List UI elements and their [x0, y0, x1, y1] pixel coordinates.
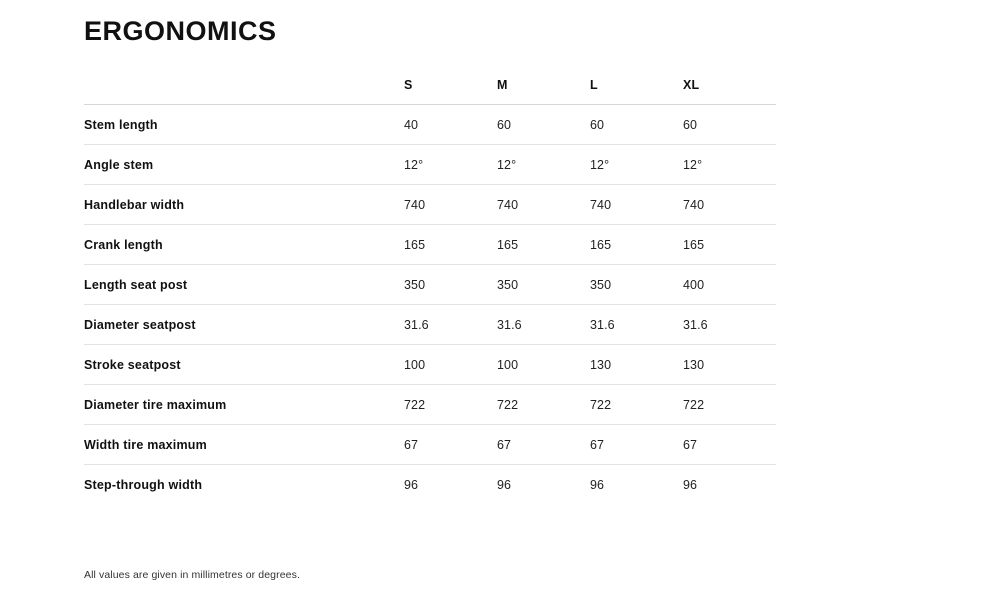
cell-s: 740 [404, 185, 497, 225]
table-row [84, 265, 776, 305]
cell-m: 165 [497, 225, 590, 265]
cell-xl: 740 [683, 185, 776, 225]
row-label: Length seat post [84, 265, 404, 305]
column-header-s: S [404, 78, 497, 105]
cell-l: 165 [590, 225, 683, 265]
table-row [84, 465, 776, 505]
units-footnote: All values are given in millimetres or degrees. [84, 569, 300, 581]
cell-xl: 60 [683, 105, 776, 145]
row-label: Step-through width [84, 478, 203, 492]
column-header-l: L [590, 78, 683, 105]
cell-l: 130 [590, 345, 683, 385]
row-label: Stem length [84, 105, 404, 145]
column-header-m: M [497, 78, 590, 105]
cell-xl: 67 [683, 425, 776, 465]
cell-m: 31.6 [497, 305, 590, 345]
cell-l: 740 [590, 185, 683, 225]
spec-table-container [84, 78, 776, 504]
page-title: ERGONOMICS [84, 16, 277, 46]
cell-m: 350 [497, 265, 590, 305]
table-row [84, 305, 776, 345]
cell-s: 31.6 [404, 305, 497, 345]
row-label: Stroke seatpost [84, 345, 404, 385]
column-header-xl: XL [683, 78, 776, 105]
cell-m: 740 [497, 185, 590, 225]
table-row [84, 425, 776, 465]
cell-m: 60 [497, 105, 590, 145]
cell-xl: 722 [683, 385, 776, 425]
row-label: Diameter tire maximum [84, 385, 404, 425]
table-row [84, 225, 776, 265]
cell-s: 67 [404, 425, 497, 465]
cell-s: 100 [404, 345, 497, 385]
cell-xl: 165 [683, 225, 776, 265]
cell-l: 60 [590, 105, 683, 145]
cell-s: 722 [404, 385, 497, 425]
cell-s: 40 [404, 105, 497, 145]
table-row [84, 385, 776, 425]
table-body [84, 105, 776, 505]
cell-xl: 400 [683, 265, 776, 305]
cell-s: 165 [404, 225, 497, 265]
cell-xl: 96 [683, 478, 698, 492]
table-header [84, 78, 776, 105]
cell-m: 722 [497, 385, 590, 425]
table-row [84, 185, 776, 225]
row-label: Width tire maximum [84, 425, 404, 465]
cell-s: 350 [404, 265, 497, 305]
cell-m: 100 [497, 345, 590, 385]
cell-s: 96 [404, 478, 419, 492]
table-row [84, 105, 776, 145]
cell-l: 722 [590, 385, 683, 425]
table-header-row [84, 78, 776, 105]
cell-xl: 130 [683, 345, 776, 385]
column-header-label [84, 78, 404, 105]
cell-l: 96 [590, 478, 605, 492]
cell-l: 31.6 [590, 305, 683, 345]
table-row [84, 145, 776, 185]
cell-l: 12° [590, 145, 683, 185]
cell-xl: 31.6 [683, 305, 776, 345]
cell-m: 96 [497, 478, 512, 492]
cell-m: 12° [497, 145, 590, 185]
cell-xl: 12° [683, 145, 776, 185]
cell-l: 67 [590, 425, 683, 465]
cell-m: 67 [497, 425, 590, 465]
cell-l: 350 [590, 265, 683, 305]
row-label: Diameter seatpost [84, 305, 404, 345]
row-label: Handlebar width [84, 185, 404, 225]
row-label: Angle stem [84, 145, 404, 185]
table-row [84, 345, 776, 385]
ergonomics-spec-table [84, 78, 776, 504]
cell-s: 12° [404, 145, 497, 185]
row-label: Crank length [84, 225, 404, 265]
